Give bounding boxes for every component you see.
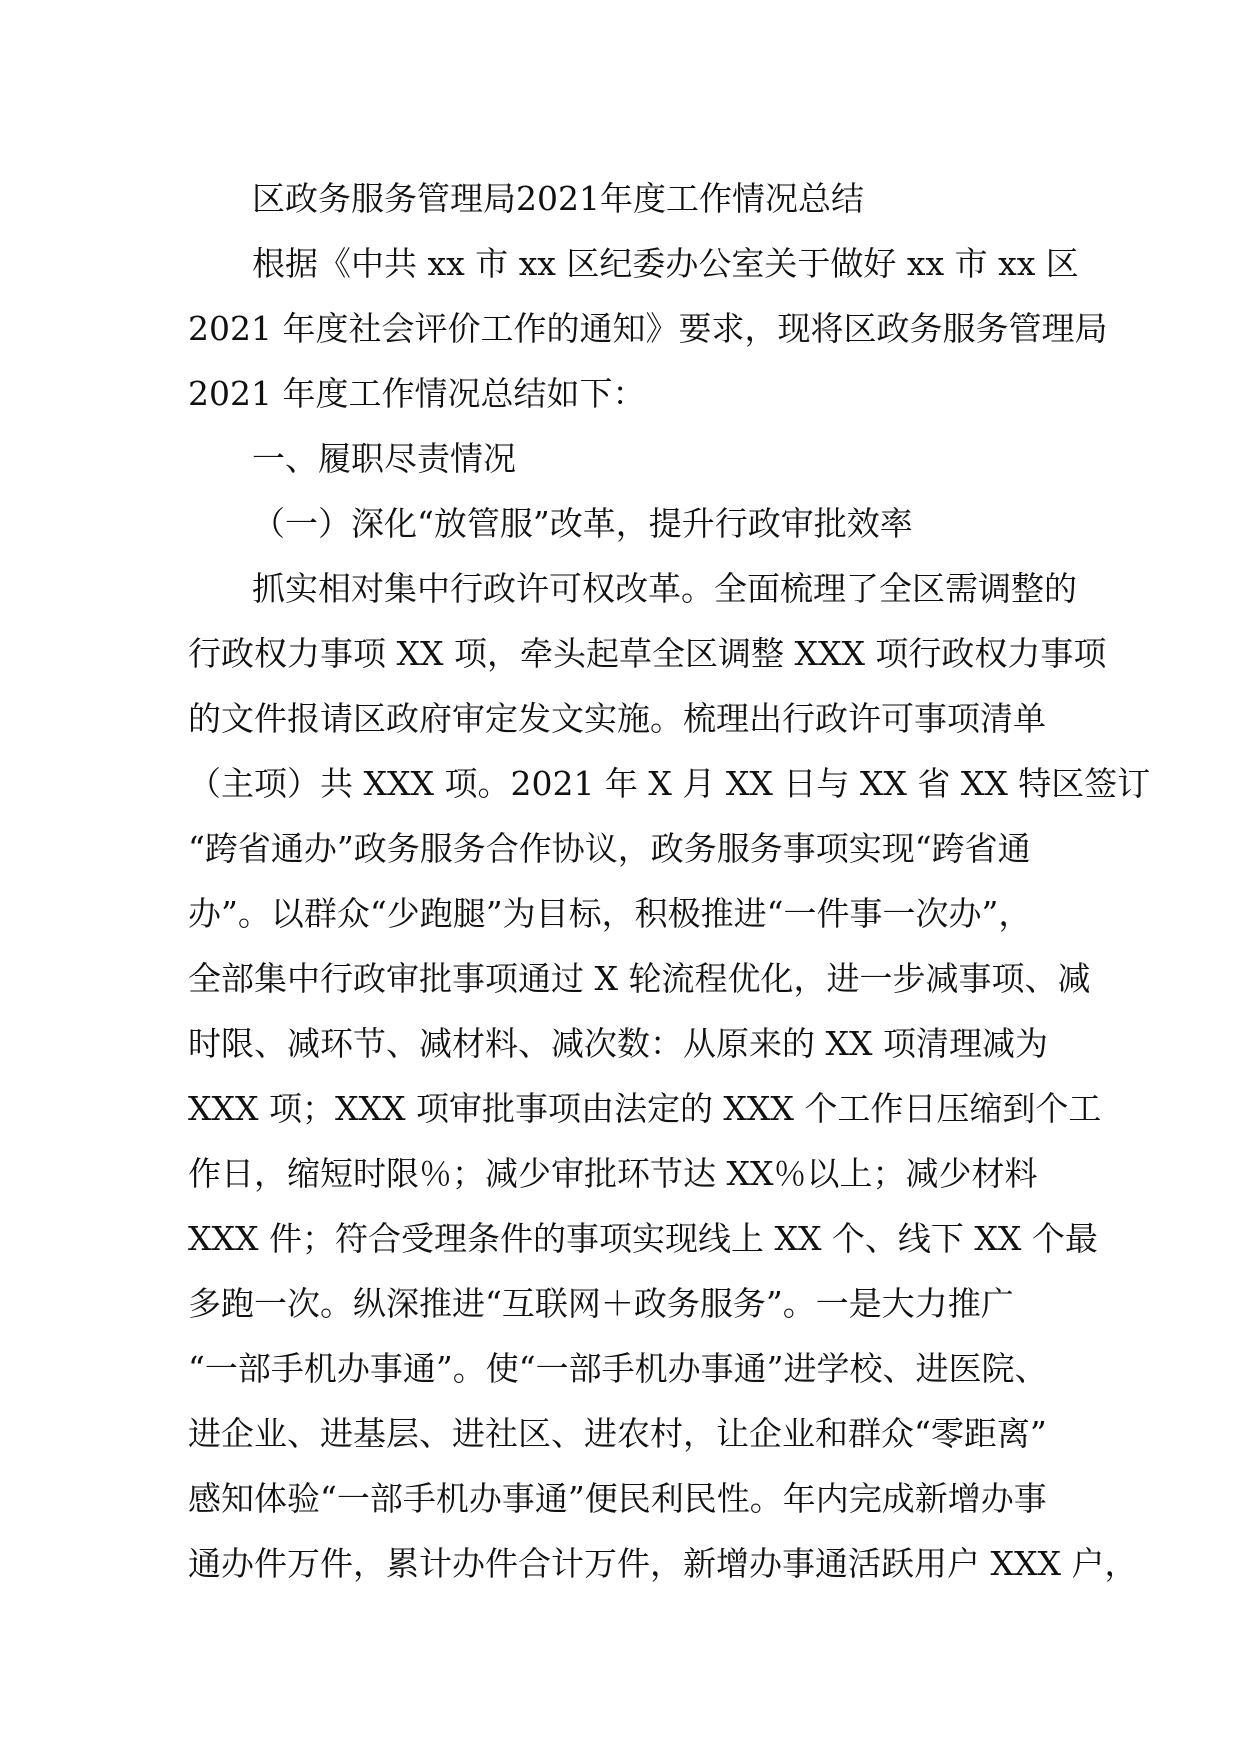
body-line: XXX 件；符合受理条件的事项实现线上 XX 个、线下 XX 个最 [188,1219,1098,1258]
document-title: 区政务服务管理局2021年度工作情况总结 [252,179,864,218]
intro-line: 2021 年度工作情况总结如下： [188,374,646,413]
body-line: 感知体验“一部手机办事通”便民利民性。年内完成新增办事 [188,1479,1047,1518]
body-line: 多跑一次。纵深推进“互联网＋政务服务”。一是大力推广 [188,1284,1014,1323]
body-line: 作日，缩短时限％；减少审批环节达 XX％以上；减少材料 [188,1154,1038,1193]
body-line: 时限、减环节、减材料、减次数：从原来的 XX 项清理减为 [188,1024,1048,1063]
document-content [188,166,1151,1596]
body-line: 的文件报请区政府审定发文实施。梳理出行政许可事项清单 [188,699,1046,738]
subsection-heading: （一）深化“放管服”改革，提升行政审批效率 [252,504,913,543]
body-line: “一部手机办事通”。使“一部手机办事通”进学校、进医院、 [188,1349,1048,1388]
body-line: XXX 项；XXX 项审批事项由法定的 XXX 个工作日压缩到个工 [188,1089,1102,1128]
body-line: 全部集中行政审批事项通过 X 轮流程优化，进一步减事项、减 [188,959,1091,998]
intro-line: 2021 年度社会评价工作的通知》要求，现将区政务服务管理局 [188,309,1108,348]
body-line: （主项）共 XXX 项。2021 年 X 月 XX 日与 XX 省 XX 特区签订 [188,764,1151,803]
body-line: “跨省通办”政务服务合作协议，政务服务事项实现“跨省通 [188,829,1031,868]
body-line: 通办件万件，累计办件合计万件，新增办事通活跃用户 XXX 户， [188,1544,1138,1583]
body-line: 行政权力事项 XX 项，牵头起草全区调整 XXX 项行政权力事项 [188,634,1107,673]
body-line: 办”。以群众“少跑腿”为目标，积极推进“一件事一次办”， [188,894,1032,933]
section-heading: 一、履职尽责情况 [252,439,516,478]
intro-line: 根据《中共 xx 市 xx 区纪委办公室关于做好 xx 市 xx 区 [252,244,1079,283]
body-line: 进企业、进基层、进社区、进农村，让企业和群众“零距离” [188,1414,1047,1453]
body-line: 抓实相对集中行政许可权改革。全面梳理了全区需调整的 [252,569,1077,608]
